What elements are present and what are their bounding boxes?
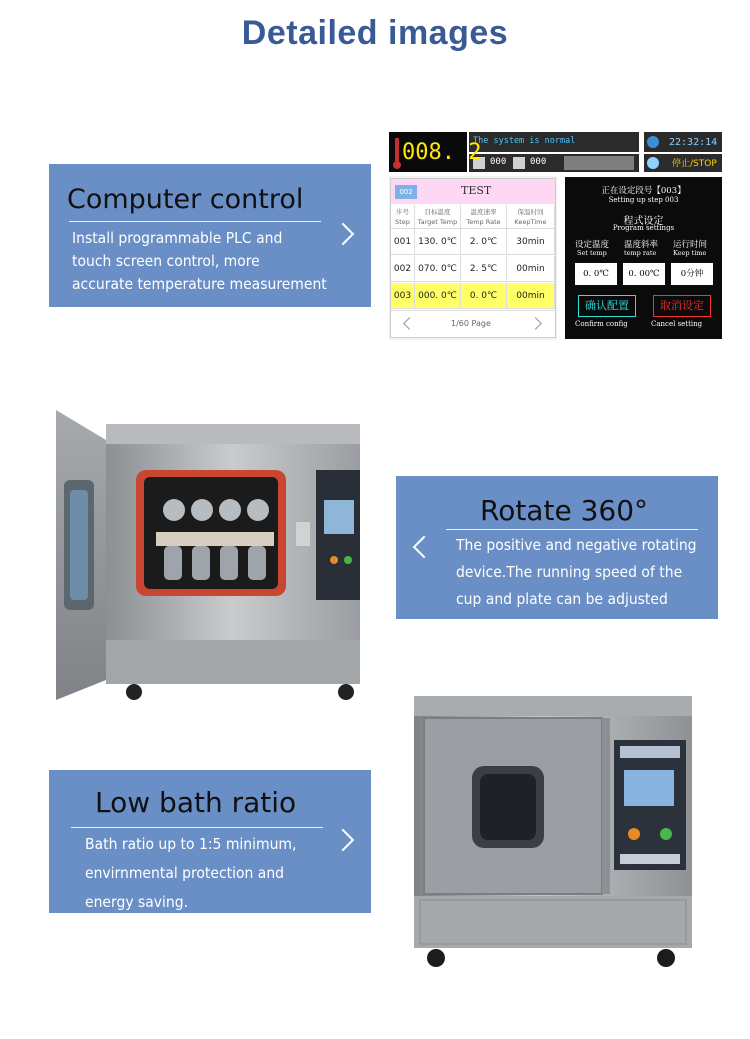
cancel-setting-button[interactable] xyxy=(653,295,711,317)
program-settings-title: 程式设定 xyxy=(623,216,664,227)
status-message: The system is normal xyxy=(473,136,576,146)
table-cell: 2. 5℃ xyxy=(461,256,507,282)
program-header xyxy=(391,179,555,204)
set-temp-label: 设定温度 xyxy=(575,240,610,250)
pager xyxy=(391,310,555,337)
program-name: TEST xyxy=(461,184,492,197)
table-row[interactable] xyxy=(391,283,555,309)
chevron-right-icon[interactable] xyxy=(529,317,542,330)
temp-rate-label: 温度斜率 xyxy=(624,240,659,250)
setting-title-en: Setting up step 003 xyxy=(608,196,679,204)
cancel-setting-label: 取消设定 xyxy=(660,299,704,312)
stop-label[interactable]: 停止/STOP xyxy=(672,159,717,169)
clock-readout: 22:32:14 xyxy=(669,137,718,148)
header-en: KeepTime xyxy=(514,218,547,226)
header-en: Target Temp xyxy=(417,218,458,226)
header-cn: 目标温度 xyxy=(424,208,451,216)
divider xyxy=(69,221,321,222)
feature-card-low-bath-ratio xyxy=(49,770,371,913)
temp-rate-input[interactable]: 0. 00℃ xyxy=(623,263,665,285)
table-cell: 001 xyxy=(391,229,415,255)
program-table xyxy=(390,178,556,338)
table-body xyxy=(391,229,555,309)
table-cell: 0. 0℃ xyxy=(461,283,507,309)
set-temp-label-en: Set temp xyxy=(577,249,607,257)
counter-b: 000 xyxy=(530,157,547,167)
table-cell: 070. 0℃ xyxy=(415,256,461,282)
divider xyxy=(446,529,698,530)
keep-time-label: 运行时间 xyxy=(673,240,708,250)
table-header-cell xyxy=(507,205,555,229)
confirm-config-label-en: Confirm config xyxy=(575,320,628,328)
confirm-config-label: 确认配置 xyxy=(585,299,629,312)
machine-closed-door-image xyxy=(414,696,692,974)
program-icon[interactable]: 002 xyxy=(395,185,417,199)
table-cell: 2. 0℃ xyxy=(461,229,507,255)
table-header-cell xyxy=(415,205,461,229)
table-row[interactable] xyxy=(391,229,555,255)
table-cell: 003 xyxy=(391,283,415,309)
temp-rate-label-en: temp rate xyxy=(624,249,657,257)
chevron-left-icon[interactable] xyxy=(403,317,416,330)
card-title: Computer control xyxy=(67,184,304,215)
card-description: Install programmable PLC and touch screen control, more accurate temperature measurement xyxy=(72,229,327,293)
setting-title: 正在设定段号【003】 xyxy=(601,186,686,196)
cancel-setting-label-en: Cancel setting xyxy=(651,320,703,328)
table-header-cell xyxy=(461,205,507,229)
table-cell: 002 xyxy=(391,256,415,282)
machine-open-door-image xyxy=(56,410,360,702)
program-settings-title-en: Program settings xyxy=(612,224,675,232)
card-description: The positive and negative rotating device.The running speed of the cup and plate can be adjusted xyxy=(456,536,697,608)
card-description: Bath ratio up to 1:5 minimum, envirnmental protection and energy saving. xyxy=(85,835,297,911)
card-title: Low bath ratio xyxy=(95,786,297,819)
feature-card-rotate xyxy=(396,476,718,619)
table-cell: 000. 0℃ xyxy=(415,283,461,309)
header-en: Step xyxy=(395,218,410,226)
table-cell: 00min xyxy=(507,256,555,282)
header-cn: 温度速率 xyxy=(470,208,497,216)
header-en: Temp Rate xyxy=(466,218,501,226)
table-cell: 130. 0℃ xyxy=(415,229,461,255)
keep-time-label-en: Keep time xyxy=(673,249,707,257)
card-title: Rotate 360° xyxy=(480,494,649,527)
page-indicator: 1/60 Page xyxy=(451,319,491,328)
keep-time-input[interactable]: 0分钟 xyxy=(671,263,713,285)
counter-a: 000 xyxy=(490,157,507,167)
confirm-config-button[interactable] xyxy=(578,295,636,317)
hmi-settings-screen xyxy=(565,177,722,339)
header-cn: 保温时间 xyxy=(517,208,544,216)
table-header-row xyxy=(391,205,555,229)
divider xyxy=(71,827,323,828)
feature-card-computer-control xyxy=(49,164,371,307)
set-temp-input[interactable]: 0. 0℃ xyxy=(575,263,617,285)
table-cell: 30min xyxy=(507,229,555,255)
page-title: Detailed images xyxy=(241,14,509,52)
table-cell: 00min xyxy=(507,283,555,309)
header-cn: 步号 xyxy=(396,208,409,216)
table-header-cell xyxy=(391,205,415,229)
table-row[interactable] xyxy=(391,256,555,282)
temperature-readout: 008. 2 xyxy=(402,140,482,165)
